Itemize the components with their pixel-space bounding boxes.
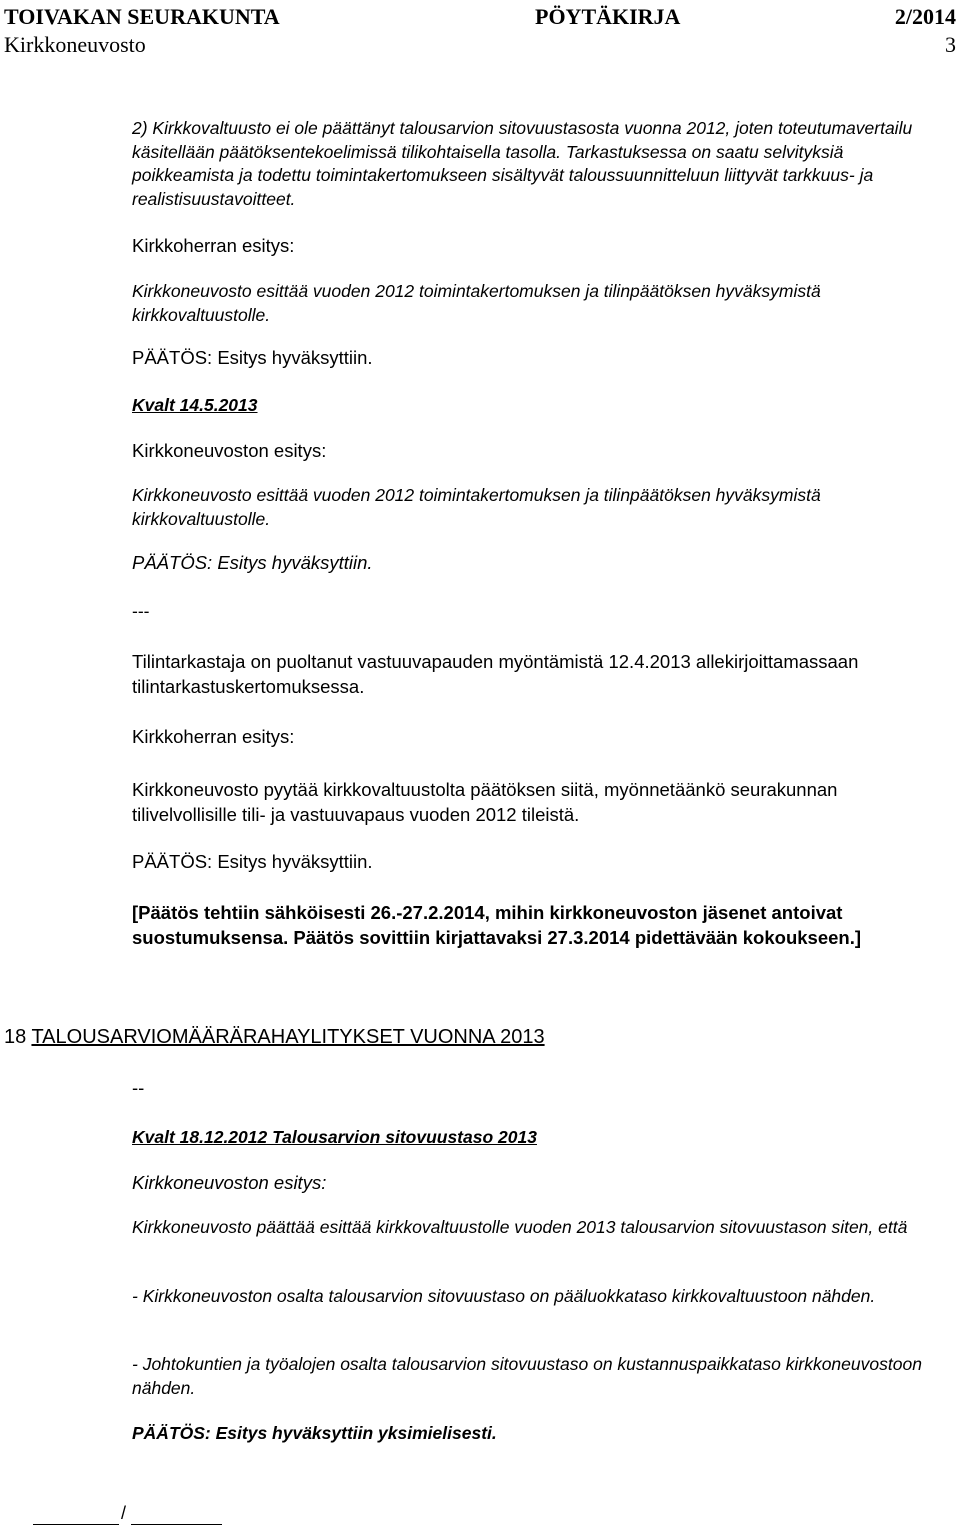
paragraph-auditor: Tilintarkastaja on puoltanut vastuuvapauden myöntämistä 12.4.2013 allekirjoittamassaan tilintarkastuskertomuksessa. <box>132 651 859 697</box>
paragraph-binding-level: Kirkkoneuvosto päättää esittää kirkkovaltuustolle vuoden 2013 talousarvion sitovuustason siten, että <box>132 1217 908 1237</box>
paragraph-binding-council: - Kirkkoneuvoston osalta talousarvion sitovuustaso on pääluokkataso kirkkovaltuustoon nähden. <box>132 1286 876 1306</box>
heading-kirkkoneuvoston-esitys-2: Kirkkoneuvoston esitys: <box>132 1172 327 1193</box>
signature-slash: / <box>121 1503 127 1523</box>
organization-name: TOIVAKAN SEURAKUNTA <box>4 4 280 29</box>
kvalt-date-1: Kvalt 14.5.2013 <box>132 395 258 415</box>
paragraph-budget-binding: 2) Kirkkovaltuusto ei ole päättänyt talousarvion sitovuustasosta vuonna 2012, joten toteutumavertailu käsitellään päätöksentekoelimissä tilikohtaisella tasolla. Tarkastuksessa on saatu selvityksiä poikkeamista ja todettu toimintakertomukseen sisältyvät taloussuunnitteluun liittyvät tarkkuus- ja realistisuustavoitteet. <box>132 118 913 209</box>
heading-kirkkoneuvoston-esitys-1: Kirkkoneuvoston esitys: <box>132 440 327 461</box>
signature-line-left <box>33 1524 119 1525</box>
decision-1: PÄÄTÖS: Esitys hyväksyttiin. <box>132 347 373 368</box>
page-number: 3 <box>945 32 956 57</box>
kvalt-date-2: Kvalt 18.12.2012 Talousarvion sitovuustaso 2013 <box>132 1127 537 1147</box>
document-type: PÖYTÄKIRJA <box>535 4 681 29</box>
separator-dashes: --- <box>132 601 150 621</box>
section-body <box>132 0 930 1531</box>
paragraph-binding-boards: - Johtokuntien ja työalojen osalta talousarvion sitovuustaso on kustannuspaikkataso kirkkoneuvostoon nähden. <box>132 1354 922 1398</box>
paragraph-proposal-1: Kirkkoneuvosto esittää vuoden 2012 toimintakertomuksen ja tilinpäätöksen hyväksymistä kirkkovaltuustolle. <box>132 281 821 325</box>
paragraph-electronic-decision: [Päätös tehtiin sähköisesti 26.-27.2.2014, mihin kirkkoneuvoston jäsenet antoivat suostumuksensa. Päätös sovittiin kirjattavaksi 27.3.2014 pidettävään kokoukseen.] <box>132 902 862 948</box>
paragraph-discharge-request: Kirkkoneuvosto pyytää kirkkovaltuustolta päätöksen siitä, myönnetäänkö seurakunnan tilivelvollisille tili- ja vastuuvapaus vuoden 2012 tileistä. <box>132 779 838 825</box>
heading-kirkkoherran-esitys-2: Kirkkoherran esitys: <box>132 726 295 747</box>
decision-3: PÄÄTÖS: Esitys hyväksyttiin. <box>132 851 373 872</box>
section-separator: -- <box>132 1077 145 1098</box>
section-number: 18 <box>4 1026 27 1048</box>
section-title: TALOUSARVIOMÄÄRÄRAHAYLITYKSET VUONNA 2013 <box>31 1026 545 1048</box>
decision-2: PÄÄTÖS: Esitys hyväksyttiin. <box>132 552 373 573</box>
decision-unanimous: PÄÄTÖS: Esitys hyväksyttiin yksimielisesti. <box>132 1423 497 1443</box>
heading-kirkkoherran-esitys: Kirkkoherran esitys: <box>132 235 295 256</box>
document-number: 2/2014 <box>894 4 956 29</box>
meeting-body: Kirkkoneuvosto <box>4 32 146 57</box>
signature-line-right <box>131 1524 222 1525</box>
paragraph-proposal-2: Kirkkoneuvosto esittää vuoden 2012 toimintakertomuksen ja tilinpäätöksen hyväksymistä kirkkovaltuustolle. <box>132 485 821 529</box>
